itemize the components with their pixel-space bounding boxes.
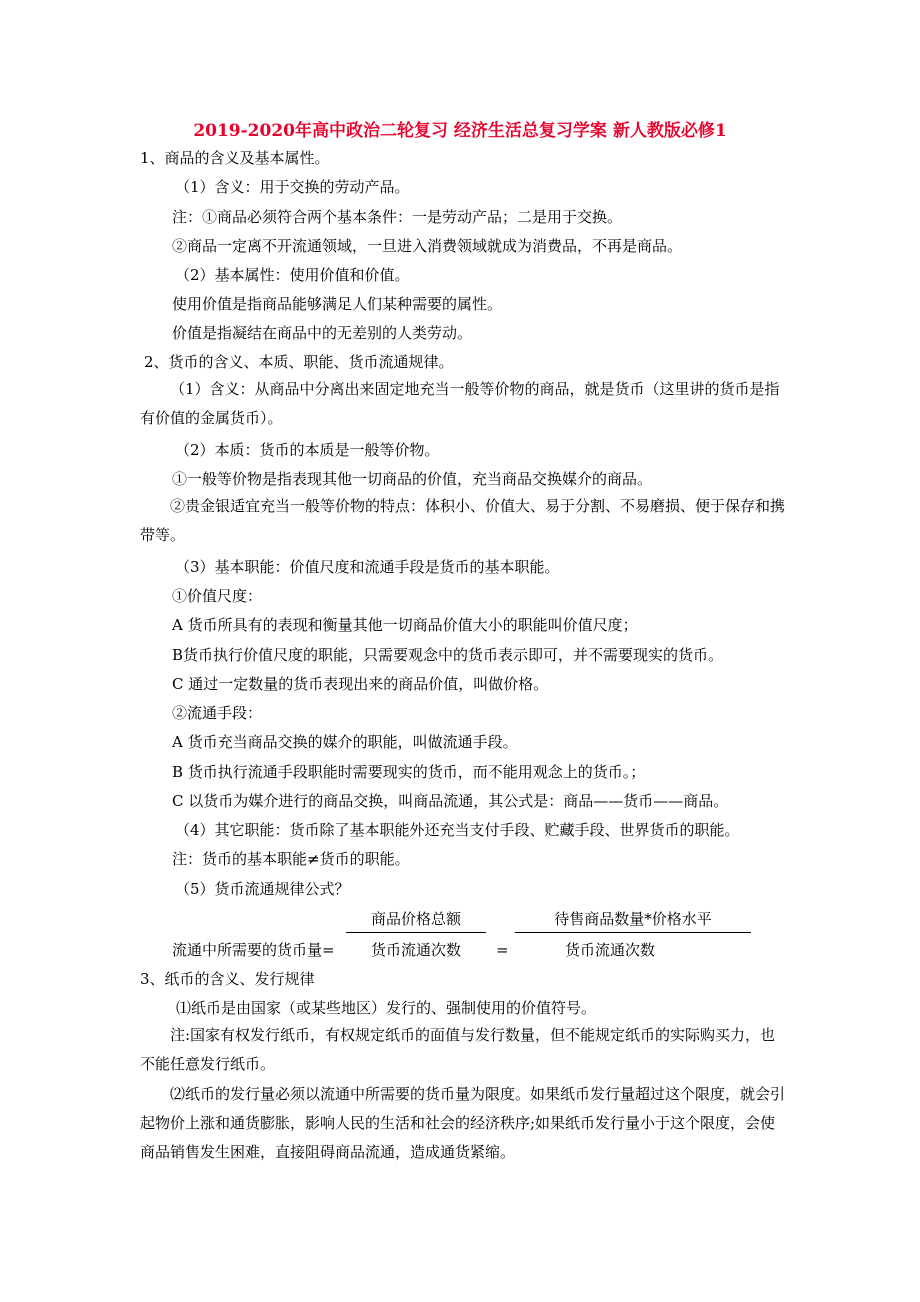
s3-paragraph-3 — [140, 1080, 790, 1167]
s1-line-4: （2）基本属性：使用价值和价值。 — [175, 266, 410, 284]
s2-line-14: （4）其它职能：货币除了基本职能外还充当支付手段、贮藏手段、世界货币的职能。 — [175, 821, 740, 839]
s1-line-6: 价值是指凝结在商品中的无差别的人类劳动。 — [172, 324, 473, 342]
formula-numerator-2: 待售商品数量*价格水平 — [554, 910, 712, 928]
formula-denominator-2: 货币流通次数 — [564, 941, 655, 959]
section-1-heading: 1、商品的含义及基本属性。 — [140, 149, 330, 167]
formula-fraction-bar-1 — [346, 932, 486, 933]
s3-paragraph-2-text: 注:国家有权发行纸币，有权规定纸币的面值与发行数量，但不能规定纸币的实际购买力，也不能任意发行纸币。 — [140, 1026, 776, 1073]
s2-line-2: （2）本质：货币的本质是一般等价物。 — [175, 441, 440, 459]
formula-denominator-1: 货币流通次数 — [370, 941, 461, 959]
s2-line-6: ①价值尺度： — [172, 587, 263, 605]
s2-line-13: C 以货币为媒介进行的商品交换，叫商品流通，其公式是：商品——货币——商品。 — [172, 792, 729, 810]
s1-line-1: （1）含义：用于交换的劳动产品。 — [175, 178, 410, 196]
formula-fraction-bar-2 — [515, 932, 751, 933]
s2-line-7: A 货币所具有的表现和衡量其他一切商品价值大小的职能叫价值尺度； — [172, 616, 638, 634]
section-2-heading: 2、货币的含义、本质、职能、货币流通规律。 — [144, 353, 454, 371]
s2-paragraph-1 — [140, 375, 790, 433]
s1-line-2: 注：①商品必须符合两个基本条件：一是劳动产品；二是用于交换。 — [172, 208, 623, 226]
s2-paragraph-4-text: ②贵金银适宜充当一般等价物的特点：体积小、价值大、易于分割、不易磨损、便于保存和携带等。 — [140, 497, 786, 544]
s2-line-12: B 货币执行流通手段职能时需要现实的货币，而不能用观念上的货币。； — [172, 763, 646, 781]
s3-paragraph-3-text: ⑵纸币的发行量必须以流通中所需要的货币量为限度。如果纸币发行量超过这个限度，就会引起物价上涨和通货膨胀，影响人民的生活和社会的经济秩序;如果纸币发行量小于这个限度，会使商品销售发生困难，直接阻碍商品流通，造成通货紧缩。 — [140, 1085, 786, 1161]
section-3-heading: 3、纸币的含义、发行规律 — [140, 970, 315, 988]
formula-lhs: 流通中所需要的货币量= — [172, 941, 335, 959]
s3-line-1: ⑴纸币是由国家（或某些地区）发行的、强制使用的价值符号。 — [176, 999, 597, 1017]
s2-paragraph-4 — [140, 492, 790, 550]
document-title: 2019-2020年高中政治二轮复习 经济生活总复习学案 新人教版必修1 — [193, 121, 727, 141]
s2-line-8: B货币执行价值尺度的职能，只需要观念中的货币表示即可，并不需要现实的货币。 — [172, 646, 724, 664]
s2-line-15: 注：货币的基本职能≠货币的职能。 — [172, 850, 410, 868]
s2-line-16: （5）货币流通规律公式？ — [175, 880, 350, 898]
s2-line-5: （3）基本职能：价值尺度和流通手段是货币的基本职能。 — [175, 558, 560, 576]
s2-line-11: A 货币充当商品交换的媒介的职能，叫做流通手段。 — [172, 733, 518, 751]
s2-line-9: C 通过一定数量的货币表现出来的商品价值，叫做价格。 — [172, 675, 549, 693]
s1-line-3: ②商品一定离不开流通领域，一旦进入消费领域就成为消费品，不再是商品。 — [172, 237, 683, 255]
s2-line-3: ①一般等价物是指表现其他一切商品的价值，充当商品交换媒介的商品。 — [172, 470, 653, 488]
formula-equals: = — [496, 941, 509, 959]
s2-line-10: ②流通手段： — [172, 704, 263, 722]
formula-numerator-1: 商品价格总额 — [370, 910, 461, 928]
s3-paragraph-2 — [140, 1021, 790, 1079]
s2-paragraph-1-text: （1）含义：从商品中分离出来固定地充当一般等价物的商品，就是货币（这里讲的货币是指有价值的金属货币）。 — [140, 380, 780, 427]
s1-line-5: 使用价值是指商品能够满足人们某种需要的属性。 — [172, 295, 503, 313]
